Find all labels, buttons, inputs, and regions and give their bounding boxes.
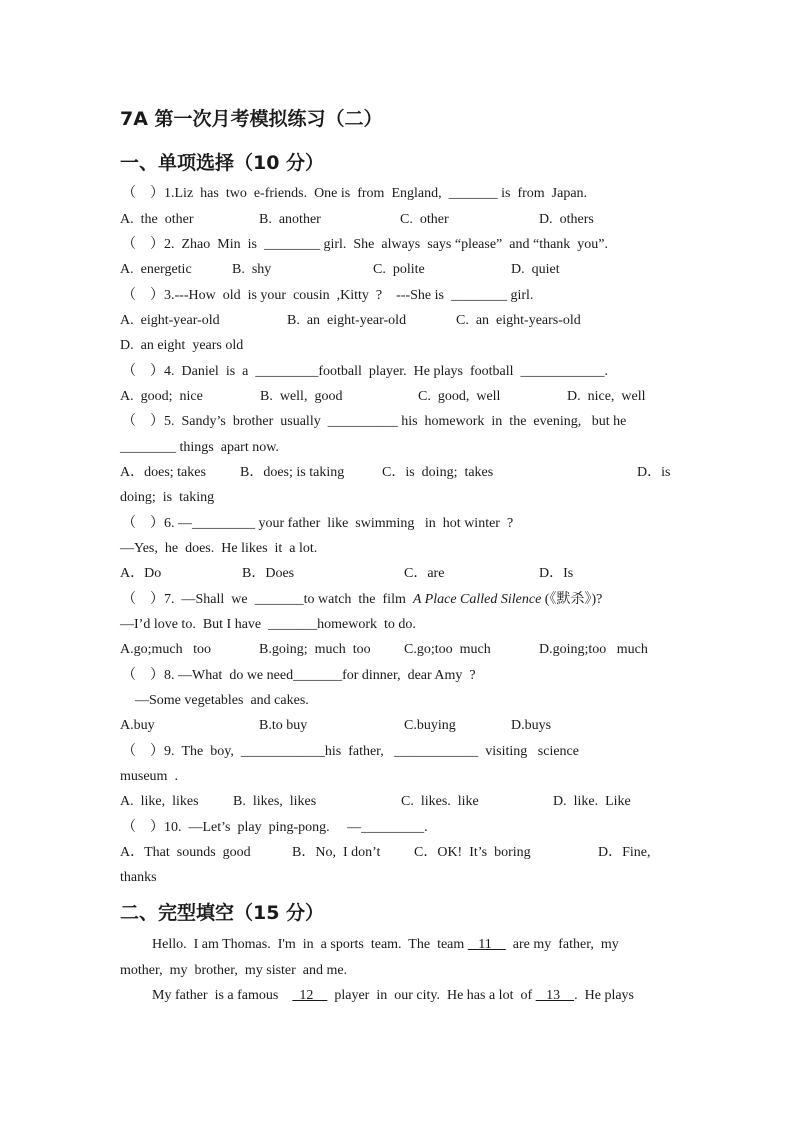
question-10-option-a: A．That sounds good xyxy=(120,845,251,860)
passage-text: My father is a famous xyxy=(152,988,293,1003)
page-title: 7A 第一次月考模拟练习（二） xyxy=(120,108,383,130)
passage-text: player in our city. He has a lot of xyxy=(327,988,536,1003)
question-4-option-c: C. good, well xyxy=(418,389,501,404)
question-9-option-a: A. like, likes xyxy=(120,794,199,809)
question-5-option-c: C．is doing; takes xyxy=(382,465,494,480)
question-5-option-d: D．is xyxy=(637,465,671,480)
blank-13: 13 xyxy=(535,988,575,1003)
question-8-dialogue-reply: —Some vegetables and cakes. xyxy=(135,693,309,708)
blank-12: 12 xyxy=(292,988,328,1003)
question-8-stem: （ ）8. —What do we need_______for dinner, dear Amy ? xyxy=(122,668,476,683)
question-3-option-d: D. an eight years old xyxy=(120,338,244,353)
question-5-option-d-continued: doing; is taking xyxy=(120,490,215,505)
question-9-option-d: D. like. Like xyxy=(553,794,631,809)
question-8-option-a: A.buy xyxy=(120,718,155,733)
question-7-option-a: A.go;much too xyxy=(120,642,211,657)
question-7-option-b: B.going; much too xyxy=(259,642,371,657)
question-2-option-a: A. energetic xyxy=(120,262,192,277)
question-6-dialogue-reply: —Yes, he does. He likes it a lot. xyxy=(120,541,318,556)
passage-line-2: mother, my brother, my sister and me. xyxy=(120,963,348,978)
question-7-stem-start: （ ）7. —Shall we _______to watch the film xyxy=(122,592,413,607)
question-5-stem: （ ）5. Sandy’s brother usually __________ his homework in the evening, but he xyxy=(122,414,627,429)
question-10-option-d: D．Fine, xyxy=(598,845,651,860)
question-9-stem-continued: museum . xyxy=(120,769,178,784)
passage-line-3 xyxy=(152,987,634,1005)
question-10-option-d-continued: thanks xyxy=(120,870,157,885)
question-1-option-b: B. another xyxy=(259,212,321,227)
question-3-option-c: C. an eight-years-old xyxy=(456,313,581,328)
question-8-option-b: B.to buy xyxy=(259,718,308,733)
question-1-option-a: A. the other xyxy=(120,212,194,227)
question-10-stem: （ ）10. —Let’s play ping-pong. —_________. xyxy=(122,820,428,835)
question-4-option-d: D. nice, well xyxy=(567,389,646,404)
question-7-stem xyxy=(122,591,602,609)
question-7-stem-end: (《默杀》)? xyxy=(541,592,603,607)
question-3-stem: （ ）3.---How old is your cousin ,Kitty ? ---She is ________ girl. xyxy=(122,288,534,303)
passage-text: Hello. I am Thomas. I'm in a sports team. The team xyxy=(152,937,468,952)
section-heading-multiple-choice: 一、单项选择（10 分） xyxy=(120,152,325,174)
question-6-option-c: C．are xyxy=(404,566,445,581)
question-1-stem: （ ）1.Liz has two e-friends. One is from England, _______ is from Japan. xyxy=(122,186,588,201)
question-7-option-d: D.going;too much xyxy=(539,642,648,657)
passage-line-1 xyxy=(152,936,619,954)
question-10-option-c: C．OK! It’s boring xyxy=(414,845,531,860)
blank-11: 11 xyxy=(467,937,506,952)
question-2-stem: （ ）2. Zhao Min is ________ girl. She always says “please” and “thank you”. xyxy=(122,237,609,252)
question-3-option-b: B. an eight-year-old xyxy=(287,313,407,328)
question-4-option-b: B. well, good xyxy=(260,389,343,404)
passage-text: . He plays xyxy=(574,988,635,1003)
question-7-film-title: A Place Called Silence xyxy=(412,592,542,607)
question-3-option-a: A. eight-year-old xyxy=(120,313,220,328)
question-5-option-a: A．does; takes xyxy=(120,465,206,480)
question-7-option-c: C.go;too much xyxy=(404,642,491,657)
question-6-stem: （ ）6. —_________ your father like swimming in hot winter ? xyxy=(122,516,514,531)
question-6-option-b: B．Does xyxy=(242,566,295,581)
question-1-option-d: D. others xyxy=(539,212,594,227)
question-6-option-a: A．Do xyxy=(120,566,162,581)
question-8-option-d: D.buys xyxy=(511,718,552,733)
question-7-dialogue-reply: —I’d love to. But I have _______homework to do. xyxy=(120,617,416,632)
question-4-stem: （ ）4. Daniel is a _________football player. He plays football ____________. xyxy=(122,364,609,379)
question-10-option-b: B．No, I don’t xyxy=(292,845,381,860)
question-9-option-b: B. likes, likes xyxy=(233,794,317,809)
question-9-stem: （ ）9. The boy, ____________his father, ____________ visiting science xyxy=(122,744,579,759)
question-2-option-c: C. polite xyxy=(373,262,425,277)
question-8-option-c: C.buying xyxy=(404,718,456,733)
question-2-option-d: D. quiet xyxy=(511,262,560,277)
question-4-option-a: A. good; nice xyxy=(120,389,203,404)
section-heading-cloze: 二、完型填空（15 分） xyxy=(120,902,325,924)
question-5-option-b: B．does; is taking xyxy=(240,465,345,480)
question-9-option-c: C. likes. like xyxy=(401,794,479,809)
question-5-stem-continued: ________ things apart now. xyxy=(120,440,279,455)
question-1-option-c: C. other xyxy=(400,212,449,227)
question-6-option-d: D．Is xyxy=(539,566,574,581)
passage-text: are my father, my xyxy=(505,937,619,952)
question-2-option-b: B. shy xyxy=(232,262,272,277)
